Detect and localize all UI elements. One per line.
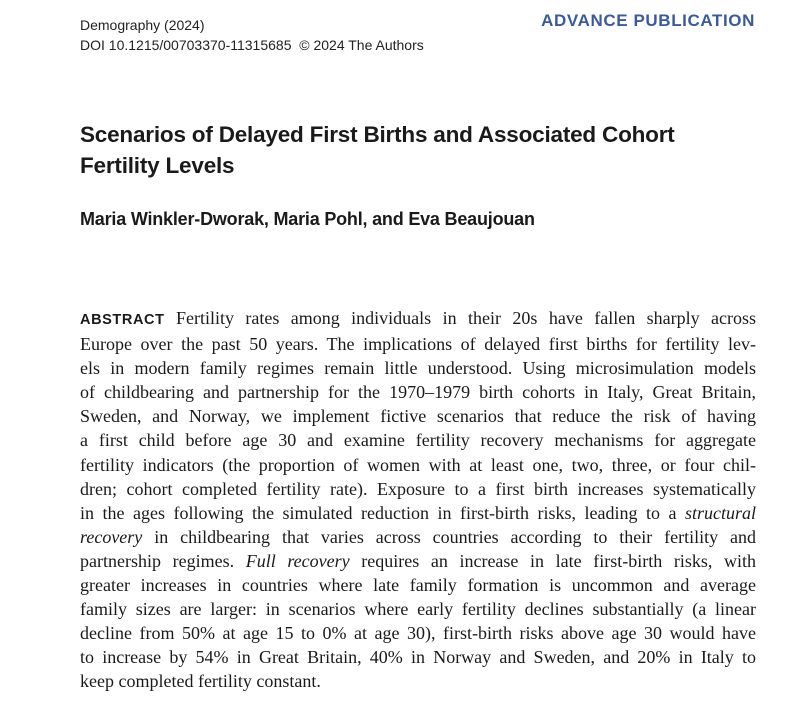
abstract-line: keep completed fertility constant. [80,671,321,692]
author-list: Maria Winkler-Dworak, Maria Pohl, and Eva Beaujouan [80,209,535,229]
emphasis-full-recovery: Full recovery [245,550,350,571]
abstract-line [80,306,756,332]
paper-title [80,119,760,181]
abstract-line [80,501,756,525]
abstract-line: to increase by 54% in Great Britain, 40% in Norway and Sweden, and 20% in Italy to [80,647,756,668]
abstract-text: Fertility rates among individuals in their 20s have fallen sharply across [175,308,756,328]
abstract-line: Sweden, and Norway, we implement fictive scenarios that reduce the risk of having [80,406,756,427]
abstract-text: in the ages following the simulated reduction in first-birth risks, leading to a [80,502,677,523]
abstract-line: family sizes are larger: in scenarios where early fertility declines substantially (a linear [80,599,756,620]
abstract-line [80,525,756,549]
advance-publication-badge: ADVANCE PUBLICATION [541,11,755,30]
abstract-line: of childbearing and partnership for the 1970–1979 birth cohorts in Italy, Great Britain, [80,382,756,403]
title-line-1: Scenarios of Delayed First Births and Associated Cohort [80,122,675,147]
abstract-line: els in modern family regimes remain little understood. Using microsimulation models [80,358,756,379]
abstract-line: dren; cohort completed fertility rate). Exposure to a first birth increases systematically [80,478,756,499]
abstract-text: in childbearing that varies across countries according to their fertility and [142,526,756,547]
abstract [80,306,756,694]
abstract-line: fertility indicators (the proportion of women with at least one, two, three, or four chil- [80,454,756,475]
abstract-line: greater increases in countries where late family formation is uncommon and average [80,575,756,596]
abstract-text: requires an increase in late first-birth risks, with [349,550,756,571]
emphasis-structural: structural [685,502,757,523]
abstract-label: ABSTRACT [80,312,165,328]
abstract-text: partnership regimes. [80,550,235,571]
journal-header [80,15,424,55]
doi-copyright: DOI 10.1215/00703370-11315685 © 2024 The Authors [80,37,424,53]
abstract-line: Europe over the past 50 years. The implications of delayed first births for fertility lev- [80,334,756,355]
title-line-2: Fertility Levels [80,153,235,178]
abstract-line: decline from 50% at age 15 to 0% at age 30), first-birth risks above age 30 would have [80,623,756,644]
emphasis-recovery: recovery [80,526,143,547]
abstract-line [80,549,756,573]
abstract-line: a first child before age 30 and examine fertility recovery mechanisms for aggregate [80,430,756,451]
journal-citation: Demography (2024) [80,17,205,33]
